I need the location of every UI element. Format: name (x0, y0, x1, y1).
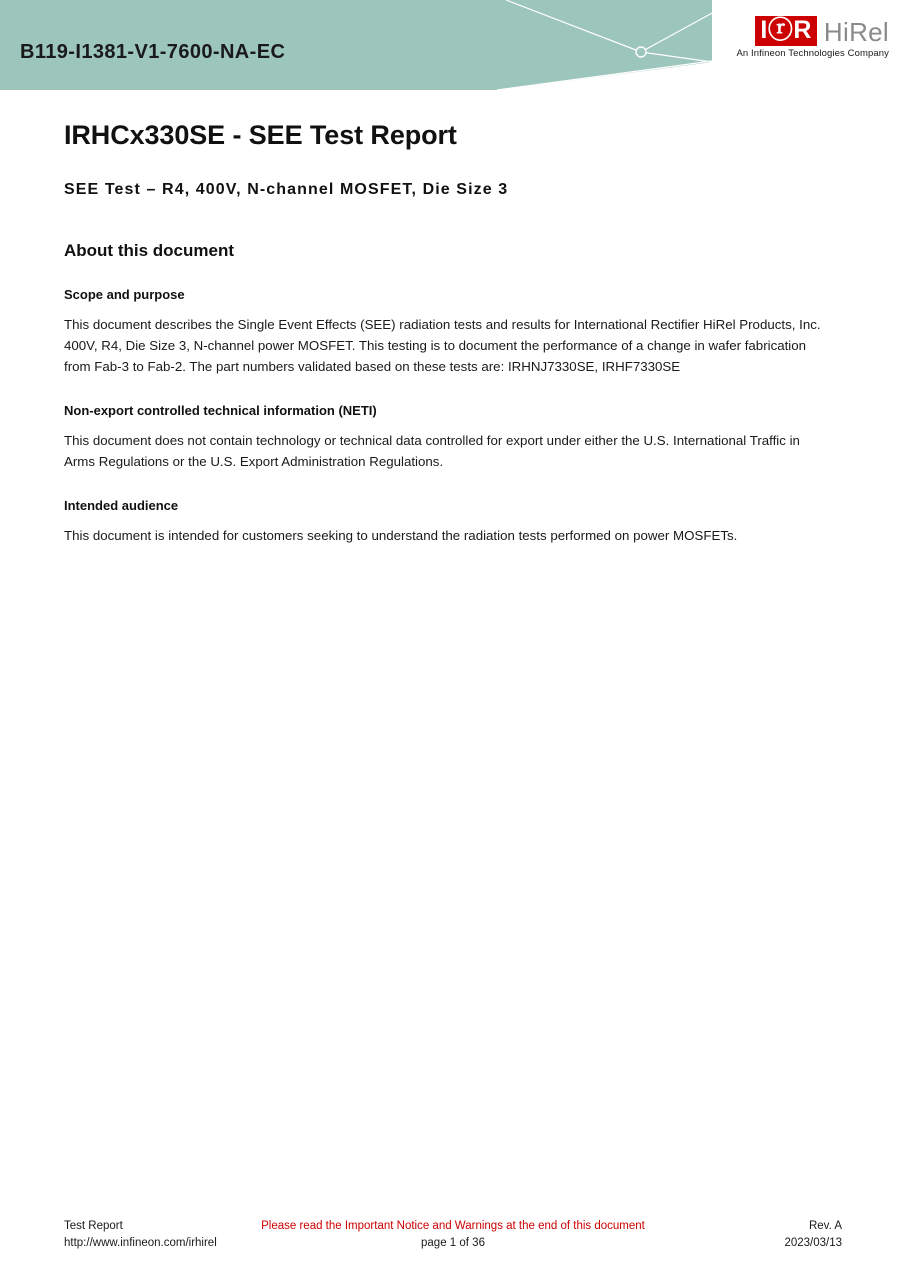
footer-page-number: page 1 of 36 (421, 1237, 485, 1249)
footer-doc-type: Test Report (64, 1220, 123, 1232)
ior-logo-mark: IⓡR (755, 16, 817, 46)
document-code: B119-I1381-V1-7600-NA-EC (20, 41, 286, 63)
about-this-document-heading: About this document (64, 241, 234, 260)
section-heading-audience: Intended audience (64, 498, 179, 513)
footer-url-link[interactable]: http://www.infineon.com/irhirel (64, 1237, 217, 1249)
footer-date: 2023/03/13 (784, 1237, 842, 1249)
footer-important-notice: Please read the Important Notice and Warnings at the end of this document (261, 1220, 645, 1232)
hirel-logo-text: HiRel (823, 17, 889, 47)
section-body-scope: This document describes the Single Event Effects (SEE) radiation tests and results for International Rectifier HiRel Products, Inc. 400V, R4, Die Size 3, N-channel power MOSFET. This testing is to document the performance of a change in wafer fabrication from Fab-3 to Fab-2. The part numbers validated based on these tests are: IRHNJ7330SE, IRHF7330SE (64, 317, 821, 374)
section-body-audience: This document is intended for customers seeking to understand the radiation tests performed on power MOSFETs. (64, 528, 738, 543)
section-heading-scope: Scope and purpose (64, 287, 185, 302)
company-logo (709, 16, 889, 59)
logo-tagline: An Infineon Technologies Company (736, 48, 889, 59)
page-subtitle: SEE Test – R4, 400V, N-channel MOSFET, Die Size 3 (64, 181, 509, 198)
section-body-neti: This document does not contain technology or technical data controlled for export under either the U.S. International Traffic in Arms Regulations or the U.S. Export Administration Regulations. (64, 433, 800, 469)
document-content (64, 120, 842, 559)
page-footer (64, 1220, 842, 1254)
section-heading-neti: Non-export controlled technical information (NETI) (64, 403, 377, 418)
page-title: IRHCx330SE - SEE Test Report (64, 120, 457, 150)
footer-revision: Rev. A (808, 1220, 842, 1232)
page-header (0, 0, 905, 90)
